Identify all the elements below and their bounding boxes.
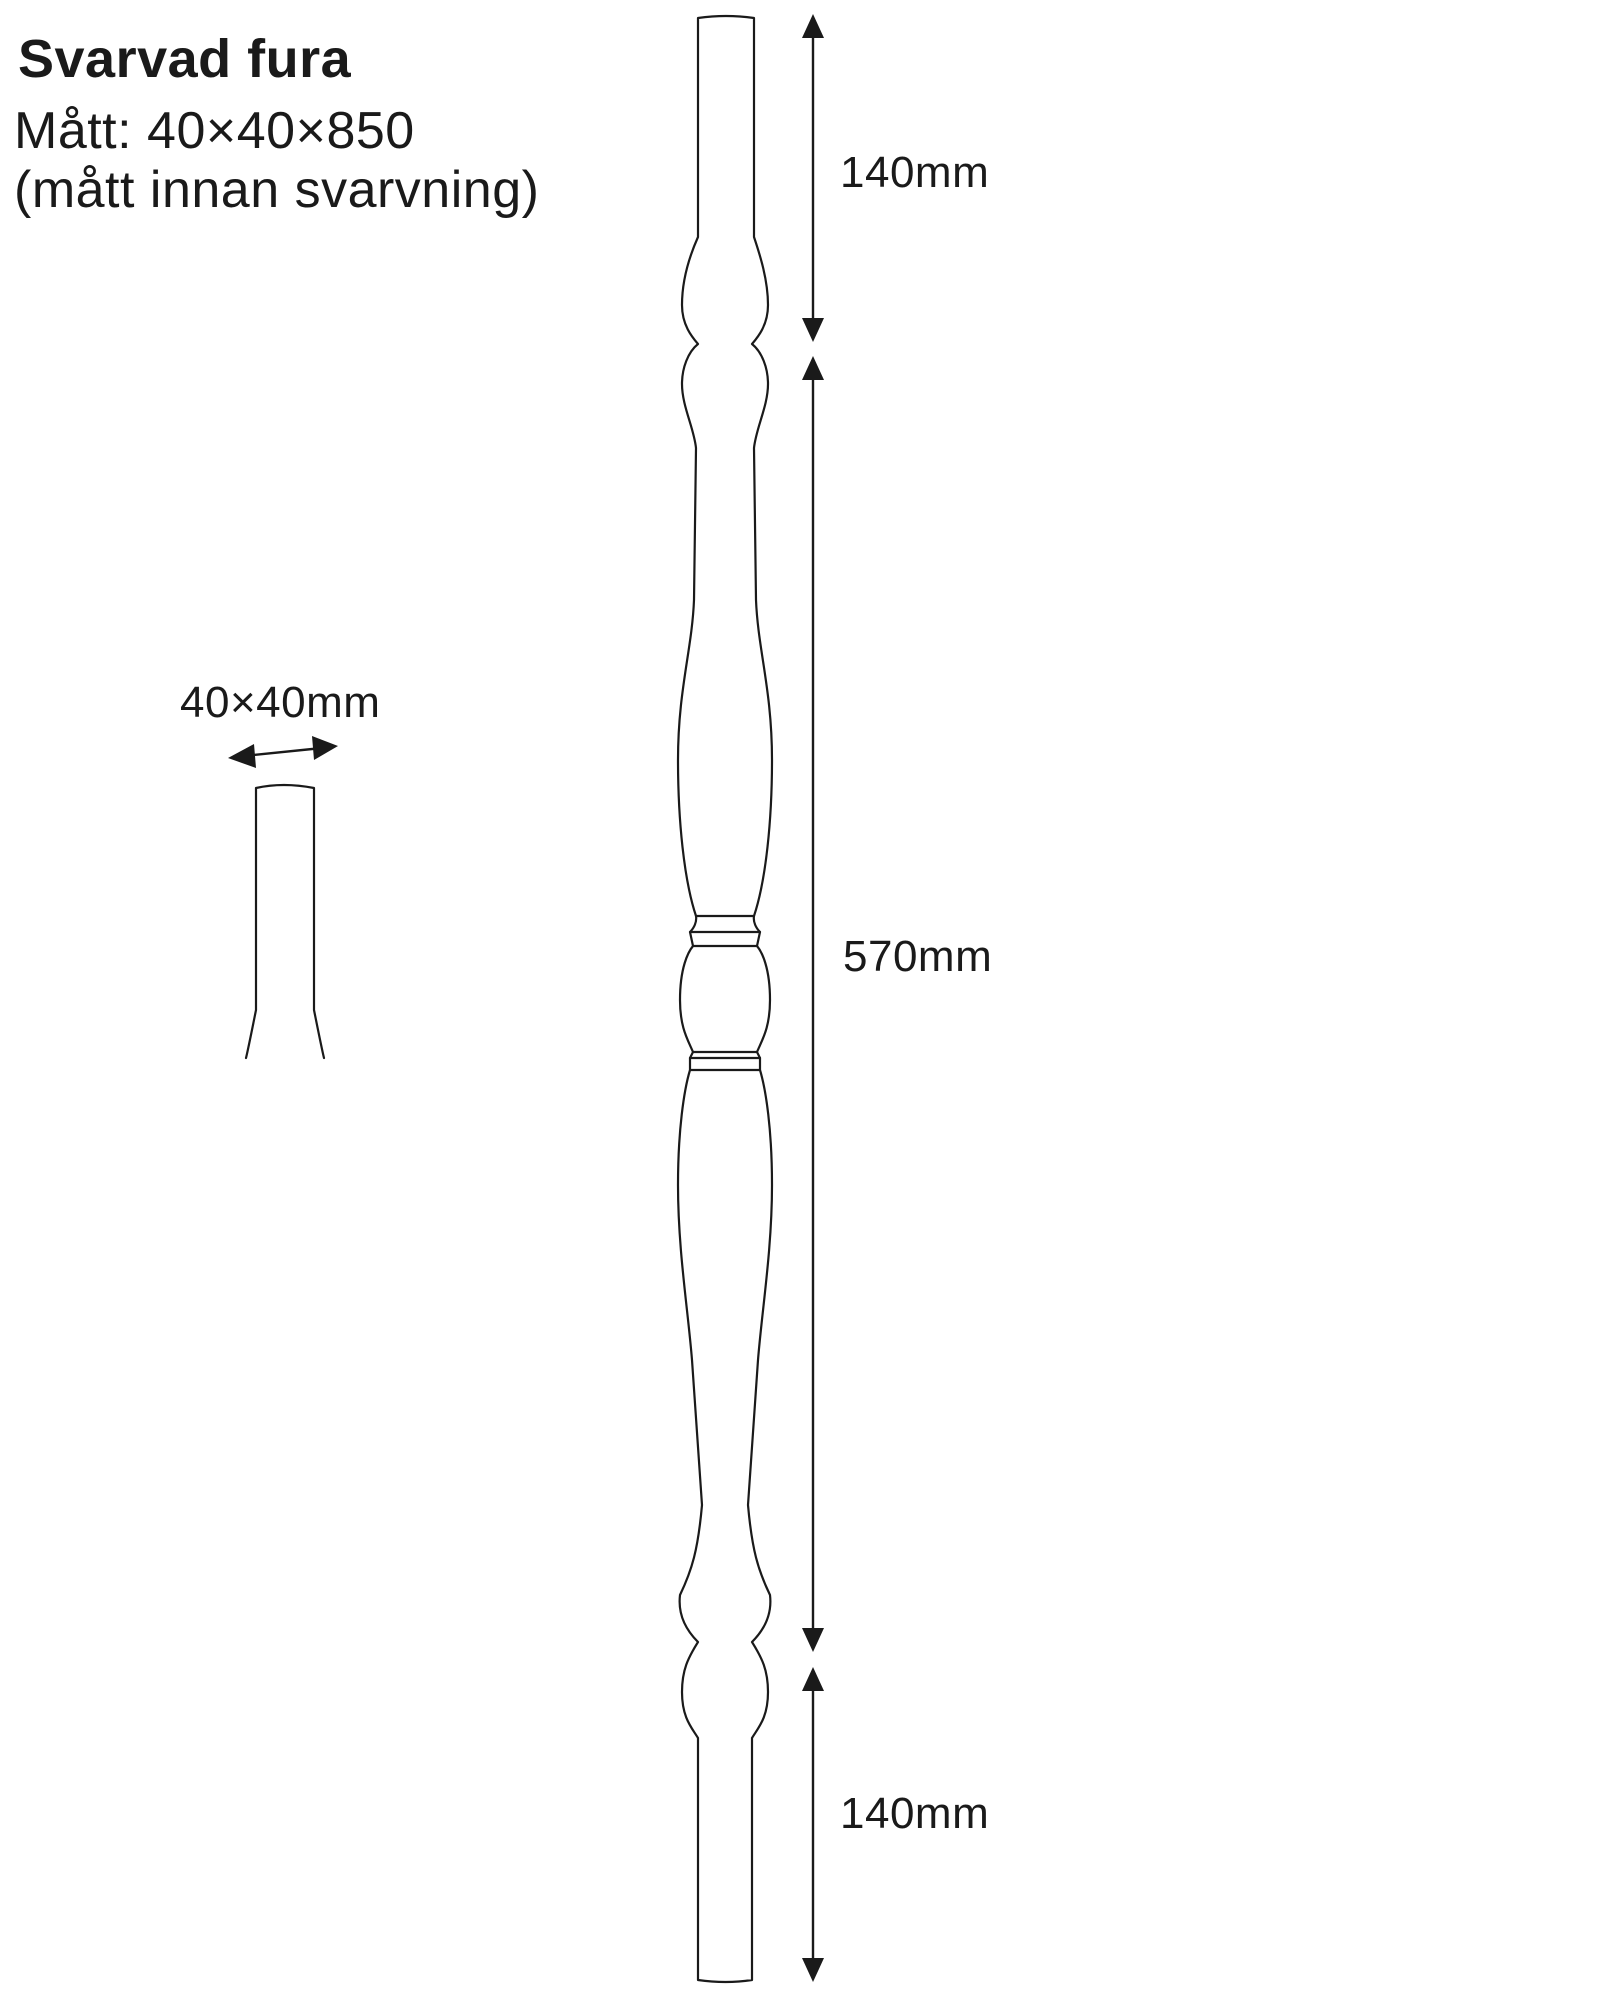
product-note: (mått innan svarvning) [14, 161, 540, 220]
arrowhead-icon [228, 744, 256, 768]
middle-section-dimension-label: 570mm [843, 932, 993, 981]
product-dimensions: Mått: 40×40×850 [14, 102, 415, 160]
middle-dimension-line [802, 356, 824, 1652]
arrowhead-icon [802, 1958, 824, 1982]
arrowhead-icon [802, 14, 824, 38]
bottom-dimension-line [802, 1667, 824, 1982]
arrowhead-icon [802, 1628, 824, 1652]
top-section-dimension-label: 140mm [840, 148, 990, 197]
spindle-outline [678, 16, 772, 1982]
arrowhead-icon [802, 1667, 824, 1691]
top-dimension-line [802, 14, 824, 342]
cross-section-dimension-label: 40×40mm [180, 678, 381, 727]
cross-section-profile [246, 785, 324, 1058]
cross-section-arrow [228, 736, 338, 768]
arrowhead-icon [312, 736, 338, 760]
bottom-section-dimension-label: 140mm [840, 1789, 990, 1838]
arrowhead-icon [802, 318, 824, 342]
arrowhead-icon [802, 356, 824, 380]
product-title: Svarvad fura [18, 29, 352, 89]
